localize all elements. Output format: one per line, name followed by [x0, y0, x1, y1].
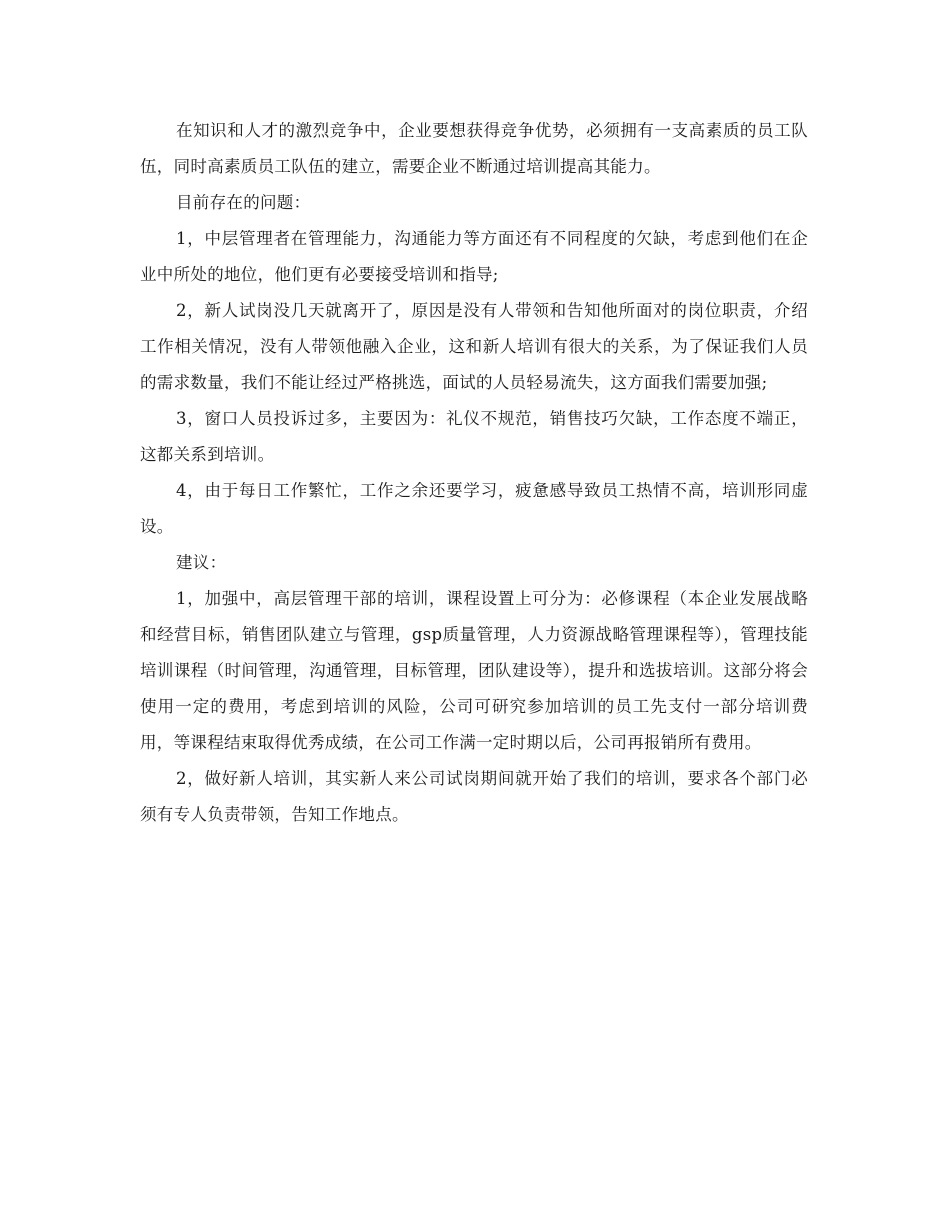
- intro-paragraph: 在知识和人才的激烈竞争中，企业要想获得竞争优势，必须拥有一支高素质的员工队伍，同时高素质员工队伍的建立，需要企业不断通过培训提高其能力。: [140, 121, 808, 176]
- problem-item-1: 1，中层管理者在管理能力，沟通能力等方面还有不同程度的欠缺，考虑到他们在企业中所处的地位，他们更有必要接受培训和指导;: [140, 229, 808, 284]
- problem-item-2: 2，新人试岗没几天就离开了，原因是没有人带领和告知他所面对的岗位职责，介绍工作相关情况，没有人带领他融入企业，这和新人培训有很大的关系，为了保证我们人员的需求数量，我们不能让经过严格挑选，面试的人员轻易流失，这方面我们需要加强;: [140, 301, 808, 392]
- suggestion-item-1: 1，加强中，高层管理干部的培训，课程设置上可分为：必修课程（本企业发展战略和经营目标，销售团队建立与管理，gsp质量管理，人力资源战略管理课程等），管理技能培训课程（时间管理，沟通管理，目标管理，团队建设等），提升和选拔培训。这部分将会使用一定的费用，考虑到培训的风险，公司可研究参加培训的员工先支付一部分培训费用，等课程结束取得优秀成绩，在公司工作满一定时期以后，公司再报销所有费用。: [140, 589, 808, 752]
- problem-item-4: 4，由于每日工作繁忙，工作之余还要学习，疲惫感导致员工热情不高，培训形同虚设。: [140, 481, 808, 536]
- document-body: [140, 113, 808, 833]
- problems-heading: 目前存在的问题：: [176, 193, 311, 212]
- suggestions-heading: 建议：: [176, 553, 227, 572]
- problem-item-3: 3，窗口人员投诉过多，主要因为：礼仪不规范，销售技巧欠缺，工作态度不端正，这都关系到培训。: [140, 409, 808, 464]
- suggestion-item-2: 2，做好新人培训，其实新人来公司试岗期间就开始了我们的培训，要求各个部门必须有专人负责带领，告知工作地点。: [140, 769, 808, 824]
